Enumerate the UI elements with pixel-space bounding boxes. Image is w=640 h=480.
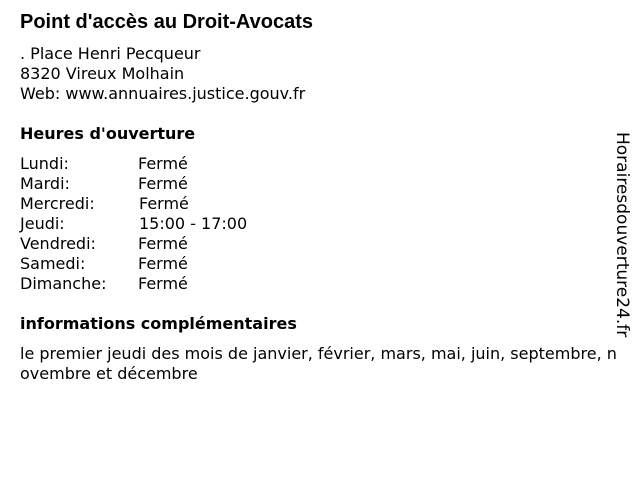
day-label: Dimanche:: [20, 274, 107, 293]
day-label: Lundi:: [20, 154, 69, 173]
day-label: Jeudi:: [20, 214, 65, 233]
hours-value: Fermé: [138, 154, 188, 173]
address-city: 8320 Vireux Molhain: [20, 64, 185, 83]
hours-value: 15:00 - 17:00: [139, 214, 248, 233]
hours-value: Fermé: [139, 194, 189, 213]
hours-value: Fermé: [138, 234, 188, 253]
address-street: . Place Henri Pecqueur: [20, 44, 201, 63]
page-title: Point d'accès au Droit-Avocats: [20, 11, 313, 33]
hours-heading: Heures d'ouverture: [20, 124, 196, 143]
hours-value: Fermé: [138, 174, 188, 193]
day-label: Mercredi:: [20, 194, 95, 213]
hours-value: Fermé: [138, 274, 188, 293]
brand-watermark: Horairesdouverture24.fr: [612, 132, 632, 338]
address-web: Web: www.annuaires.justice.gouv.fr: [20, 84, 306, 103]
info-heading: informations complémentaires: [20, 314, 297, 333]
info-text: le premier jeudi des mois de janvier, février, mars, mai, juin, septembre, novembre et décembre: [20, 344, 617, 383]
hours-value: Fermé: [138, 254, 188, 273]
day-label: Samedi:: [20, 254, 86, 273]
day-label: Vendredi:: [20, 234, 96, 253]
address-block: [20, 44, 305, 104]
day-label: Mardi:: [20, 174, 70, 193]
